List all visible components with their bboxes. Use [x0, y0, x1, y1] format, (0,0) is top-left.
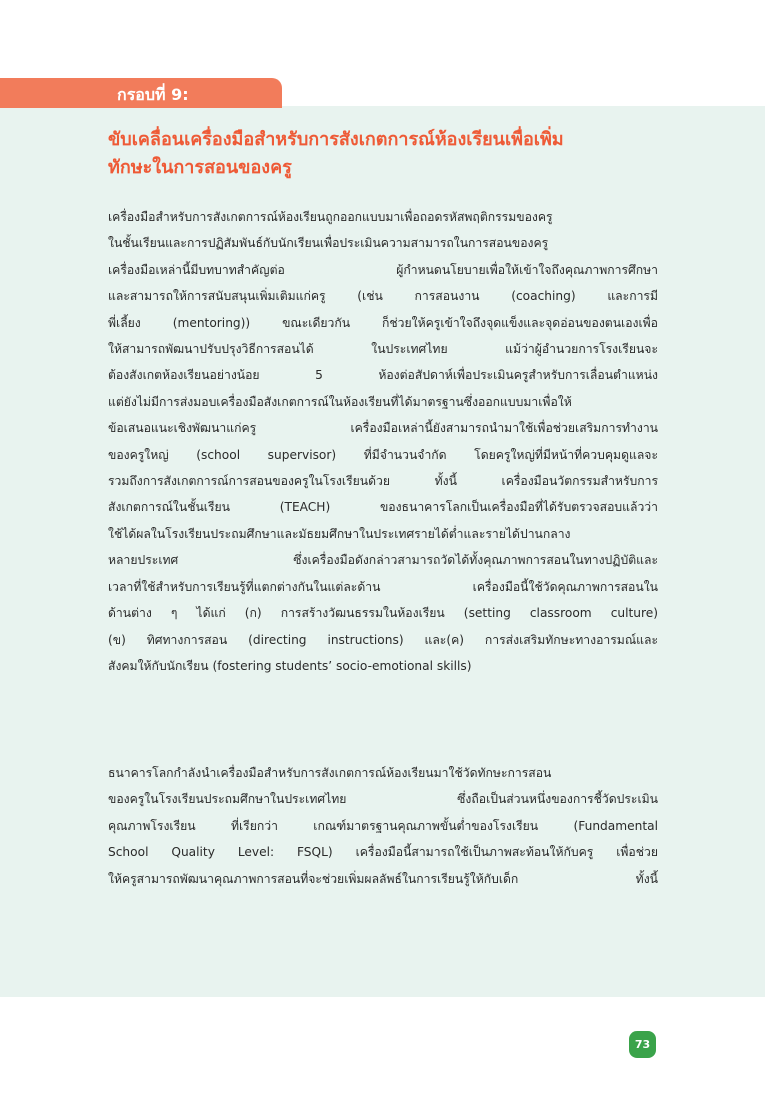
paragraph-line: เครื่องมือเหล่านี้มีบทบาทสำคัญต่อ ผู้กำหนดนโยบายเพื่อให้เข้าใจถึงคุณภาพการศึกษา: [108, 262, 658, 277]
page-number-badge: 73: [629, 1031, 656, 1058]
paragraph-line: ใช้ได้ผลในโรงเรียนประถมศึกษาและมัธยมศึกษาในประเทศรายได้ต่ำและรายได้ปานกลาง: [108, 526, 571, 541]
paragraph-line: ให้สามารถพัฒนาปรับปรุงวิธีการสอนได้ ในประเทศไทย แม้ว่าผู้อำนวยการโรงเรียนจะ: [108, 342, 658, 357]
box-title-line: ทักษะในการสอนของครู: [108, 157, 292, 178]
box-label: กรอบที่ 9:: [117, 85, 189, 104]
paragraph-line: พี่เลี้ยง (mentoring)) ขณะเดียวกัน ก็ช่วยให้ครูเข้าใจถึงจุดแข็งและจุดอ่อนของตนเองเพื่อ: [108, 315, 658, 330]
paragraph-line: (ข) ทิศทางการสอน (directing instructions) และ(ค) การส่งเสริมทักษะทางอารมณ์และ: [108, 632, 658, 647]
paragraph-line: School Quality Level: FSQL) เครื่องมือนี้สามารถใช้เป็นภาพสะท้อนให้กับครู เพื่อช่วย: [108, 845, 658, 860]
paragraph-line: แต่ยังไม่มีการส่งมอบเครื่องมือสังเกตการณ์ในห้องเรียนที่ได้มาตรฐานซึ่งออกแบบมาเพื่อให้: [108, 394, 572, 409]
paragraph-line: สังคมให้กับนักเรียน (fostering students’ socio-emotional skills): [108, 658, 472, 673]
paragraph-line: ต้องสังเกตห้องเรียนอย่างน้อย 5 ห้องต่อสัปดาห์เพื่อประเมินครูสำหรับการเลื่อนตำแหน่ง: [108, 368, 658, 383]
paragraph-1: [108, 204, 658, 679]
paragraph-line: ให้ครูสามารถพัฒนาคุณภาพการสอนที่จะช่วยเพิ่มผลลัพธ์ในการเรียนรู้ให้กับเด็ก ทั้งนี้: [108, 871, 658, 886]
paragraph-line: ข้อเสนอแนะเชิงพัฒนาแก่ครู เครื่องมือเหล่านี้ยังสามารถนำมาใช้เพื่อช่วยเสริมการทำงาน: [108, 421, 658, 436]
paragraph-line: เครื่องมือสำหรับการสังเกตการณ์ห้องเรียนถูกออกแบบมาเพื่อถอดรหัสพฤติกรรมของครู: [108, 210, 553, 224]
paragraph-line: และสามารถให้การสนับสนุนเพิ่มเติมแก่ครู (เช่น การสอนงาน (coaching) และการมี: [108, 289, 658, 304]
paragraph-line: ในชั้นเรียนและการปฏิสัมพันธ์กับนักเรียนเพื่อประเมินความสามารถในการสอนของครู: [108, 236, 549, 251]
paragraph-line: ของครูใหญ่ (school supervisor) ที่มีจำนวนจำกัด โดยครูใหญ่ที่มีหน้าที่ควบคุมดูแลจะ: [108, 447, 658, 462]
paragraph-line: คุณภาพโรงเรียน ที่เรียกว่า เกณฑ์มาตรฐานคุณภาพขั้นต่ำของโรงเรียน (Fundamental: [108, 818, 658, 833]
paragraph-line: ด้านต่าง ๆ ได้แก่ (ก) การสร้างวัฒนธรรมในห้องเรียน (setting classroom culture): [108, 606, 658, 621]
paragraph-line: เวลาที่ใช้สำหรับการเรียนรู้ที่แตกต่างกันในแต่ละด้าน เครื่องมือนี้ใช้วัดคุณภาพการสอนใน: [108, 579, 658, 594]
box-title-line: ขับเคลื่อนเครื่องมือสำหรับการสังเกตการณ์ห้องเรียนเพื่อเพิ่ม: [108, 129, 564, 150]
paragraph-line: ธนาคารโลกกำลังนำเครื่องมือสำหรับการสังเกตการณ์ห้องเรียนมาใช้วัดทักษะการสอน: [108, 766, 552, 780]
paragraph-line: หลายประเทศ ซึ่งเครื่องมือดังกล่าวสามารถวัดได้ทั้งคุณภาพการสอนในทางปฏิบัติและ: [108, 553, 658, 568]
paragraph-line: รวมถึงการสังเกตการณ์การสอนของครูในโรงเรียนด้วย ทั้งนี้ เครื่องมือนวัตกรรมสำหรับการ: [108, 474, 658, 489]
paragraph-2: [108, 760, 658, 892]
box-title: [108, 126, 668, 182]
paragraph-line: สังเกตการณ์ในชั้นเรียน (TEACH) ของธนาคารโลกเป็นเครื่องมือที่ได้รับตรวจสอบแล้วว่า: [108, 500, 658, 515]
paragraph-line: ของครูในโรงเรียนประถมศึกษาในประเทศไทย ซึ่งถือเป็นส่วนหนึ่งของการชี้วัดประเมิน: [108, 792, 658, 807]
